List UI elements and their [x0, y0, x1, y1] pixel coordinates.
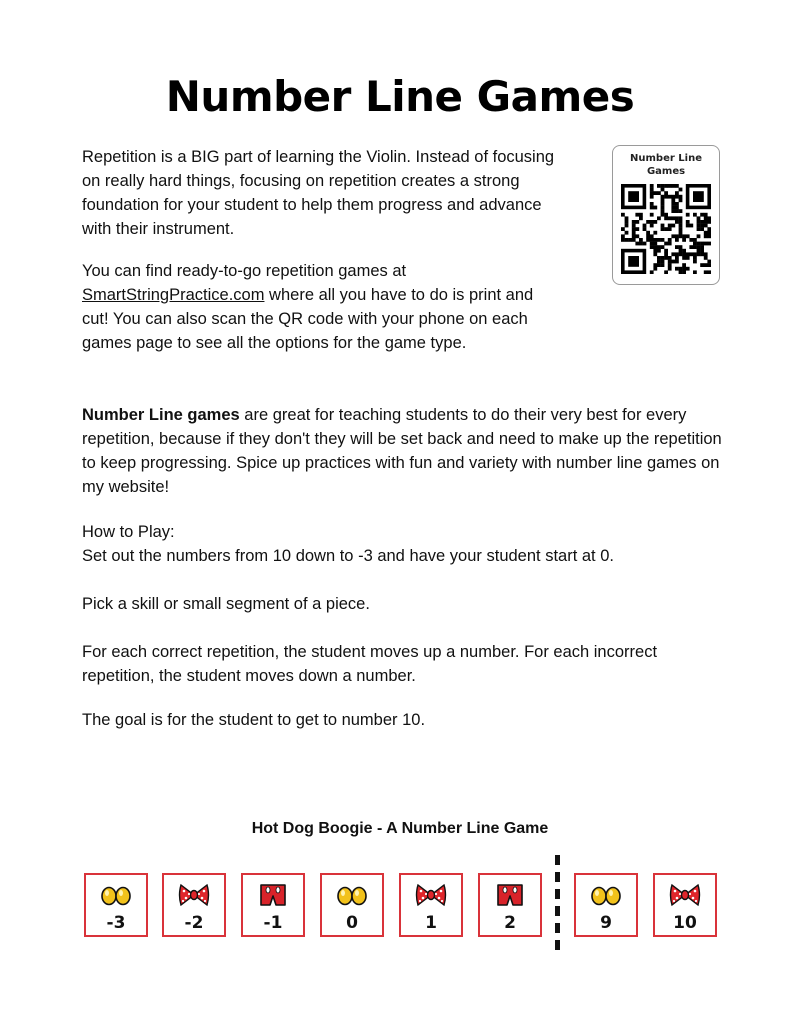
tile-number: 2 — [504, 913, 516, 933]
tile-number: 1 — [425, 913, 437, 933]
how-to-play-heading: How to Play: — [82, 523, 175, 541]
red-shorts-icon — [257, 883, 289, 907]
number-line-paragraph — [82, 403, 722, 499]
qr-caption: Number Line Games — [630, 153, 702, 177]
tile-number: 10 — [673, 913, 697, 933]
polka-dot-bow-icon — [178, 883, 210, 907]
number-tile — [84, 873, 148, 937]
number-tile — [320, 873, 384, 937]
intro-text-before-link: You can find ready-to-go repetition games at — [82, 262, 407, 280]
yellow-shoes-icon — [336, 883, 368, 907]
how-to-play-step-3: For each correct repetition, the student moves up a number. For each incorrect repetition, the student moves down a number. — [82, 643, 658, 685]
intro-paragraph-website — [82, 259, 562, 355]
qr-code-icon — [621, 184, 711, 274]
intro-text-after-link: where all you have to do is print and cut! You can also scan the QR code with your phone on each games page to see all the options for the game type. — [82, 286, 534, 352]
number-line-text: are great for teaching students to do their very best for every repetition, because if they don't they will be set back and need to make up the repetition to keep progressing. Spice up practices with fun and variety with number line games on my website! — [82, 406, 722, 496]
tile-number: 0 — [346, 913, 358, 933]
number-tile — [653, 873, 717, 937]
tile-number: 9 — [600, 913, 612, 933]
how-to-play-step-2: Pick a skill or small segment of a piece. — [82, 595, 370, 613]
number-line-bold: Number Line games — [82, 406, 240, 424]
number-tile — [478, 873, 542, 937]
polka-dot-bow-icon — [415, 883, 447, 907]
how-to-play — [82, 520, 722, 568]
polka-dot-bow-icon — [669, 883, 701, 907]
number-tile — [574, 873, 638, 937]
qr-code-card — [612, 145, 720, 285]
tile-number: -3 — [106, 913, 126, 933]
page-title: Number Line Games — [165, 72, 635, 121]
website-link[interactable]: SmartStringPractice.com — [82, 286, 265, 304]
dashed-separator — [555, 855, 560, 955]
number-tile — [162, 873, 226, 937]
how-to-play-step-1: Set out the numbers from 10 down to -3 and have your student start at 0. — [82, 547, 614, 565]
how-to-play-step-4: The goal is for the student to get to number 10. — [82, 711, 426, 729]
red-shorts-icon — [494, 883, 526, 907]
yellow-shoes-icon — [590, 883, 622, 907]
yellow-shoes-icon — [100, 883, 132, 907]
intro-paragraph: Repetition is a BIG part of learning the Violin. Instead of focusing on really hard things, focusing on repetition creates a strong foundation for your student to help them progress and advance with their instrument. — [82, 148, 555, 238]
game-title: Hot Dog Boogie - A Number Line Game — [251, 820, 549, 837]
tile-number: -1 — [263, 913, 283, 933]
tile-number: -2 — [184, 913, 204, 933]
number-tile — [241, 873, 305, 937]
number-tile — [399, 873, 463, 937]
